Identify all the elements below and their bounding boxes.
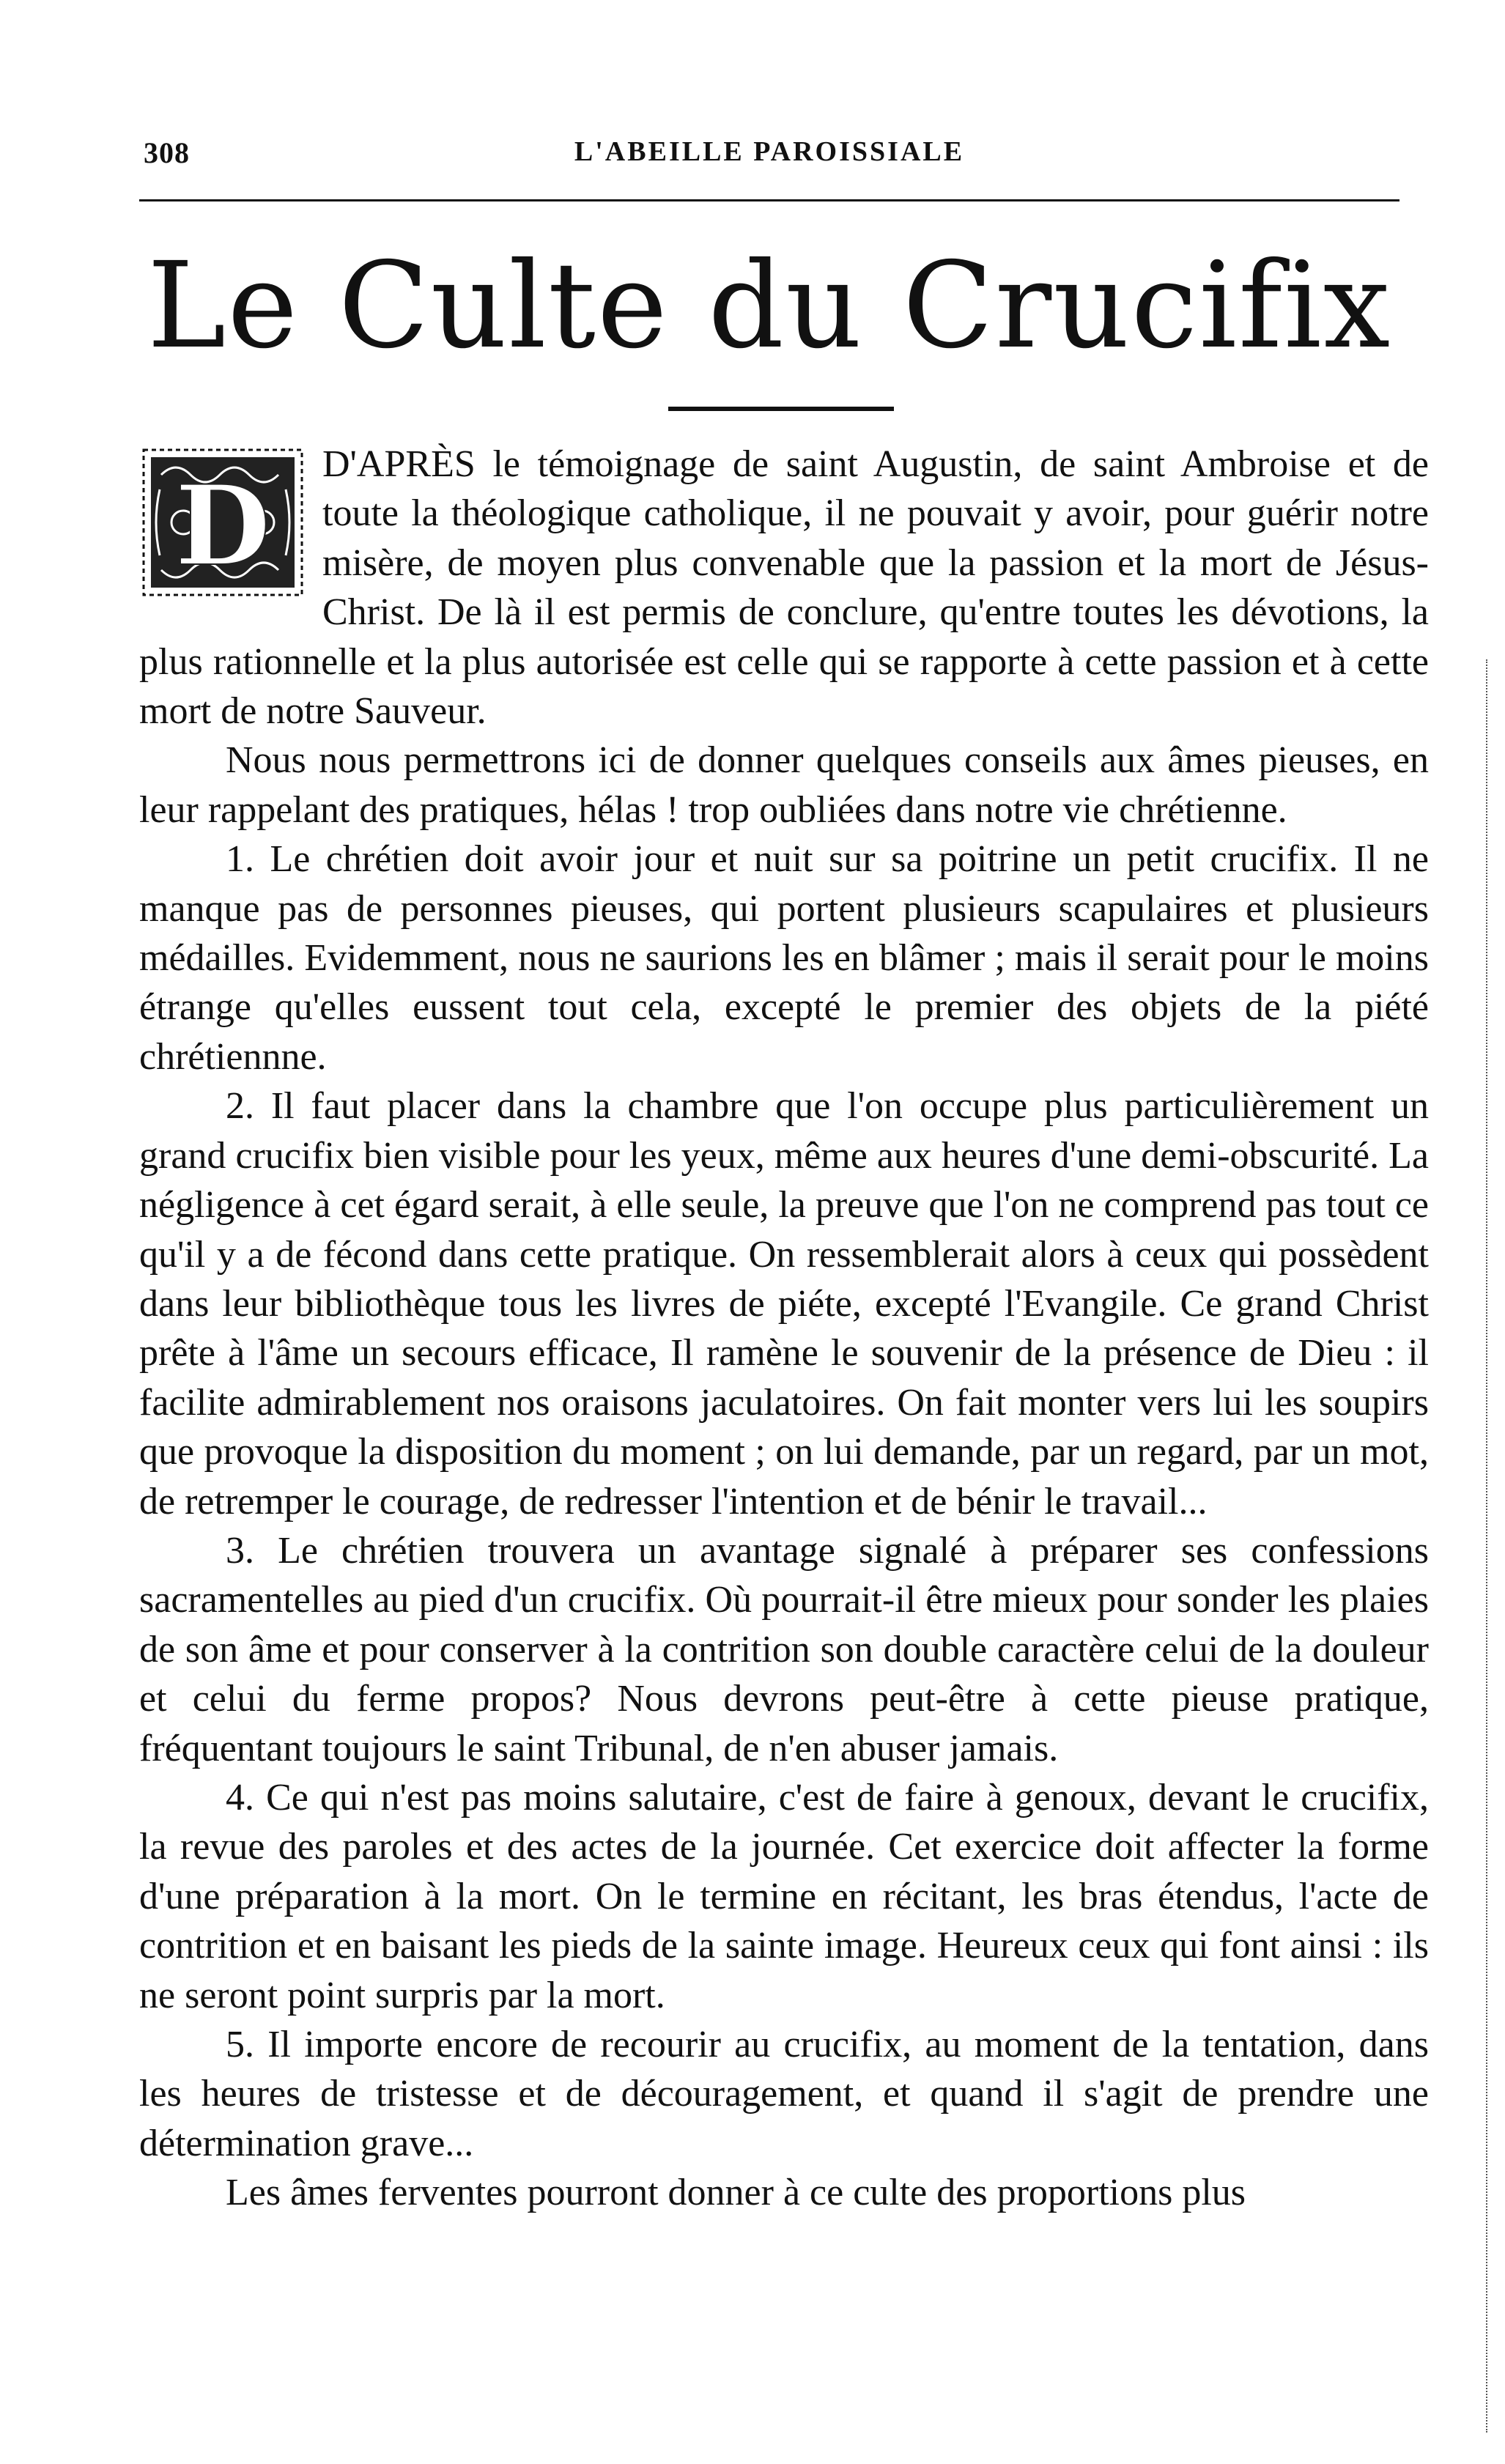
paragraph-intro [139, 440, 1429, 736]
header-rule [139, 199, 1399, 201]
scan-edge-strip [1486, 659, 1495, 2432]
paragraph: 5. Il importe encore de recourir au crucifix, au moment de la tentation, dans les heures de tristesse et de découragement, et quand il s'agit de prendre une détermination grave... [139, 2024, 1429, 2164]
article-body [139, 440, 1429, 2218]
paragraph: Nous nous permettrons ici de donner quelques conseils aux âmes pieuses, en leur rappelant des pratiques, hélas ! trop oubliées dans notre vie chrétienne. [139, 739, 1429, 831]
article-title: Le Culte du Crucifix [147, 237, 1392, 375]
paragraph: 1. Le chrétien doit avoir jour et nuit sur sa poitrine un petit crucifix. Il ne manque pas de personnes pieuses, qui portent plusieurs scapulaires et plusieurs médailles. Evidemment, nous ne saurions les en blâmer ; mais il serait pour le moins étrange qu'elles eussent tout cela, excepté le premier des objets de la piété chrétiennne. [139, 838, 1429, 1078]
paragraph: 3. Le chrétien trouvera un avantage signalé à préparer ses confessions sacramentelles au pied d'un crucifix. Où pourrait-il être mieux pour sonder les plaies de son âme et pour conserver à la contrition son double caractère celui de la douleur et celui du ferme propos? Nous devrons peut-être à cette pieuse pratique, fréquentant toujours le saint Tribunal, de n'en abuser jamais. [139, 1529, 1429, 1769]
paragraph-text: D'APRÈS le témoignage de saint Augustin, de saint Ambroise et de toute la théologique catholique, il ne pouvait y avoir, pour guérir notre misère, de moyen plus convenable que la passion et la mort de Jésus-Christ. De là il est permis de conclure, qu'entre toutes les dévotions, la plus rationnelle et la plus autorisée est celle qui se rapporte à cette passion et à cette mort de notre Sauveur. [139, 443, 1429, 733]
running-head [139, 136, 1399, 180]
svg-text:D: D [174, 462, 271, 591]
journal-title: L'ABEILLE PAROISSIALE [574, 136, 965, 167]
ornamental-dropcap-icon [139, 445, 306, 599]
paragraph: 4. Ce qui n'est pas moins salutaire, c'est de faire à genoux, devant le crucifix, la revue des paroles et des actes de la journée. Cet exercice doit affecter la forme d'une préparation à la mort. On le termine en récitant, les bras étendus, l'acte de contrition et en baisant les pieds de la sainte image. Heureux ceux qui font ainsi : ils ne seront point surpris par la mort. [139, 1776, 1429, 2016]
title-rule [668, 407, 894, 411]
paragraph: 2. Il faut placer dans la chambre que l'on occupe plus particulièrement un grand crucifix bien visible pour les yeux, même aux heures d'une demi-obscurité. La négligence à cet égard serait, à elle seule, la preuve que l'on ne comprend pas tout ce qu'il y a de fécond dans cette pratique. On ressemblerait alors à ceux qui possèdent dans leur bibliothèque tous les livres de piéte, excepté l'Evangile. Ce grand Christ prête à l'âme un secours efficace, Il ramène le souvenir de la présence de Dieu : il facilite admirablement nos oraisons jaculatoires. On fait monter vers lui les soupirs que provoque la disposition du moment ; on lui demande, par un regard, par un mot, de retremper le courage, de redresser l'intention et de bénir le travail... [139, 1085, 1429, 1523]
paragraph: Les âmes ferventes pourront donner à ce culte des proportions plus [226, 2172, 1246, 2214]
page-number: 308 [144, 136, 190, 169]
